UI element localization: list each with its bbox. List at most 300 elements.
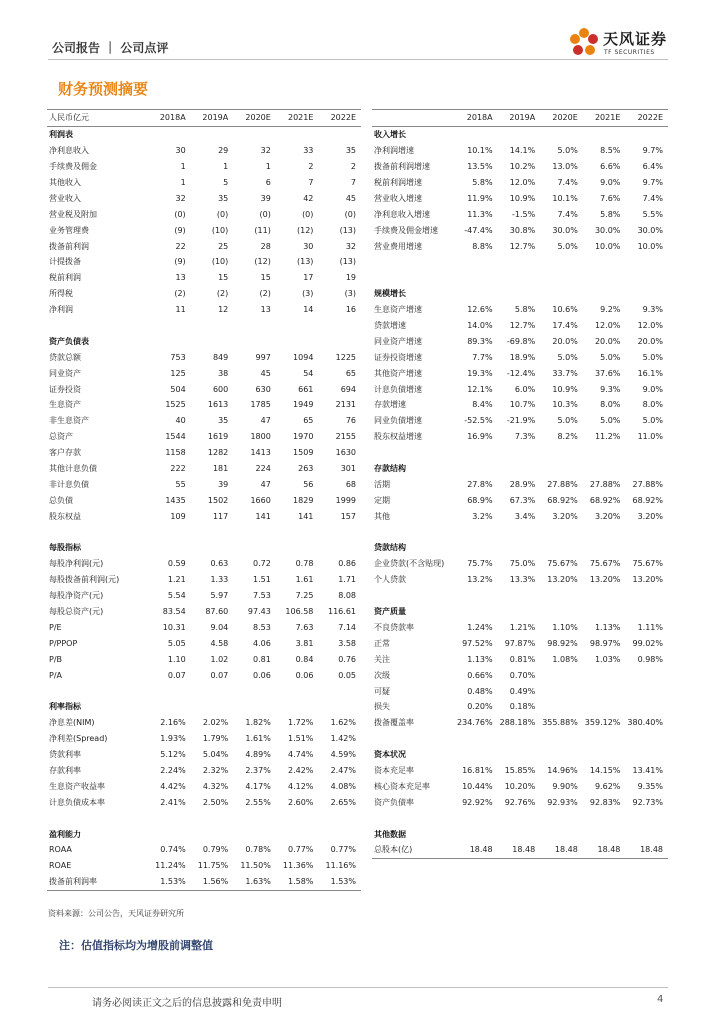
row-label: 不良贷款率 xyxy=(374,622,414,632)
value-cell: 18.48 xyxy=(540,842,583,858)
value-cell: 10.3% xyxy=(552,400,578,410)
row-label: 资产负债表 xyxy=(49,336,89,346)
value-cell: 1.51 xyxy=(253,575,271,585)
value-cell: 9.62% xyxy=(594,781,621,791)
table-row xyxy=(47,159,361,175)
value-cell: 32 xyxy=(345,241,356,251)
header-year-cell: 2022E xyxy=(318,110,361,127)
value-cell: 42 xyxy=(303,193,314,203)
row-label: 总股本(亿) xyxy=(372,842,455,858)
value-cell: 1435 xyxy=(165,495,186,505)
value-cell xyxy=(455,810,498,826)
value-cell: 0.76 xyxy=(338,654,356,664)
value-cell: 1.63% xyxy=(233,874,276,890)
table-row xyxy=(47,318,361,334)
value-cell: 10.2% xyxy=(509,162,536,172)
value-cell: 2.16% xyxy=(160,718,186,728)
value-cell xyxy=(583,524,626,540)
row-label: 生息资产收益率 xyxy=(49,781,105,791)
value-cell: 2.50% xyxy=(202,797,229,807)
table-row xyxy=(372,270,668,286)
value-cell: -12.4% xyxy=(506,368,536,378)
table-row xyxy=(372,349,668,365)
value-cell xyxy=(318,683,361,699)
value-cell xyxy=(233,126,276,142)
value-cell: 116.61 xyxy=(328,607,356,617)
value-cell xyxy=(498,540,541,556)
value-cell: 301 xyxy=(340,464,356,474)
value-cell: 16.1% xyxy=(637,368,663,378)
row-label: P/E xyxy=(49,622,62,632)
table-row xyxy=(372,413,668,429)
value-cell: 4.17% xyxy=(245,781,271,791)
table-row xyxy=(47,524,361,540)
value-cell: 12.7% xyxy=(509,321,536,331)
value-cell: 5.0% xyxy=(600,352,621,362)
table-row xyxy=(372,381,668,397)
value-cell: 1613 xyxy=(207,400,229,410)
value-cell: -47.4% xyxy=(464,225,493,235)
value-cell xyxy=(276,126,319,142)
value-cell: -69.8% xyxy=(506,336,536,346)
value-cell: 47 xyxy=(260,416,271,426)
row-label: 拨备前利润增速 xyxy=(374,162,430,172)
value-cell xyxy=(276,524,319,540)
value-cell: 67.3% xyxy=(509,495,536,505)
value-cell: 1.03% xyxy=(594,654,621,664)
value-cell: 1094 xyxy=(293,352,314,362)
table-row xyxy=(47,445,361,461)
value-cell: 10.0% xyxy=(637,241,663,251)
value-cell xyxy=(148,540,191,556)
value-cell: 5.8% xyxy=(514,305,536,315)
row-label: 活期 xyxy=(374,479,390,489)
value-cell: 10.0% xyxy=(594,241,621,251)
table-row xyxy=(372,715,668,731)
row-label: 净息差(NIM) xyxy=(49,718,95,728)
table-row xyxy=(47,794,361,810)
value-cell xyxy=(318,318,361,334)
table-row xyxy=(372,429,668,445)
table-row xyxy=(47,651,361,667)
row-label: 生息资产 xyxy=(49,400,81,410)
value-cell: 0.49% xyxy=(509,686,536,696)
value-cell: 5.97 xyxy=(210,591,229,601)
value-cell: 92.92% xyxy=(462,797,493,807)
row-label xyxy=(47,683,148,699)
page-number: 4 xyxy=(657,994,664,1005)
value-cell xyxy=(191,540,234,556)
row-label: 营业费用增速 xyxy=(374,241,422,251)
section-header-row xyxy=(372,126,668,142)
row-label: 其他 xyxy=(374,511,390,521)
value-cell: 0.74% xyxy=(160,845,186,855)
row-label: 个人贷款 xyxy=(374,575,406,585)
row-label: 营业收入 xyxy=(49,193,81,203)
row-label: 存款增速 xyxy=(374,400,406,410)
section-header-row xyxy=(47,126,361,142)
table-row xyxy=(372,588,668,604)
value-cell xyxy=(276,333,319,349)
header-year-cell: 2020E xyxy=(540,110,583,127)
company-logo xyxy=(567,25,677,59)
value-cell xyxy=(148,683,191,699)
value-cell: 0.78 xyxy=(295,559,314,569)
disclaimer-footer: 请务必阅读正文之后的信息披露和免责申明 xyxy=(92,998,282,1009)
value-cell xyxy=(455,270,498,286)
value-cell xyxy=(540,826,583,842)
row-label: 税前利润增速 xyxy=(374,178,422,187)
value-cell xyxy=(233,524,276,540)
value-cell: (10) xyxy=(211,257,229,267)
row-label: 净利润增速 xyxy=(374,146,414,156)
value-cell xyxy=(583,810,626,826)
value-cell xyxy=(498,461,541,477)
value-cell xyxy=(498,445,541,461)
value-cell: 11.9% xyxy=(467,193,493,203)
value-cell: 5.04% xyxy=(202,750,229,760)
value-cell: (0) xyxy=(259,209,271,219)
table-row xyxy=(47,476,361,492)
value-cell: 0.72 xyxy=(253,559,271,569)
logo-name-cn: 天风证券 xyxy=(603,30,668,48)
row-label: 贷款利率 xyxy=(49,750,81,760)
value-cell xyxy=(583,270,626,286)
value-cell: 65 xyxy=(303,416,314,426)
value-cell: 8.2% xyxy=(557,432,578,442)
value-cell xyxy=(498,604,541,620)
value-cell: 16 xyxy=(345,305,356,315)
value-cell: 3.2% xyxy=(472,511,493,521)
value-cell: 10.1% xyxy=(467,146,493,156)
section-header-row xyxy=(47,540,361,556)
table-row xyxy=(372,445,668,461)
value-cell xyxy=(318,826,361,842)
table-row xyxy=(47,349,361,365)
row-label: 计提拨备 xyxy=(49,257,81,267)
value-cell: 97.87% xyxy=(504,638,536,648)
value-cell: 68.92% xyxy=(547,495,578,505)
value-cell: 14.96% xyxy=(547,765,578,775)
value-cell: 4.06 xyxy=(253,638,271,648)
row-label: 所得税 xyxy=(49,289,73,299)
value-cell: 5.54 xyxy=(167,591,186,601)
table-row xyxy=(372,667,668,683)
value-cell xyxy=(455,826,498,842)
value-cell: 12 xyxy=(218,305,229,315)
value-cell: 4.12% xyxy=(287,781,314,791)
value-cell: (13) xyxy=(339,225,356,235)
table-row xyxy=(372,794,668,810)
table-row xyxy=(47,397,361,413)
value-cell: 22 xyxy=(175,241,186,251)
value-cell: 1829 xyxy=(293,495,314,505)
value-cell: 4.74% xyxy=(287,750,314,760)
row-label: 股东权益增速 xyxy=(374,432,422,442)
value-cell: 849 xyxy=(212,352,229,362)
value-cell: 75.67% xyxy=(632,559,663,569)
value-cell: 9.0% xyxy=(642,384,663,394)
row-label: 收入增长 xyxy=(374,130,406,140)
value-cell: 1225 xyxy=(335,352,356,362)
table-row xyxy=(47,715,361,731)
table-row xyxy=(47,747,361,763)
value-cell: 1413 xyxy=(250,448,271,458)
value-cell xyxy=(625,747,668,763)
value-cell: 37.6% xyxy=(594,368,621,378)
value-cell xyxy=(625,461,668,477)
value-cell: 18.48 xyxy=(455,842,498,858)
value-cell: 38 xyxy=(218,368,229,378)
value-cell: 0.63 xyxy=(210,559,229,569)
value-cell: 0.66% xyxy=(467,670,493,680)
value-cell: 1.93% xyxy=(160,734,186,744)
value-cell xyxy=(191,826,234,842)
value-cell: 55 xyxy=(175,479,186,489)
value-cell: 141 xyxy=(255,511,271,521)
value-cell xyxy=(455,445,498,461)
row-label: 证券投资 xyxy=(49,384,81,394)
row-label: ROAE xyxy=(49,861,72,871)
table-row xyxy=(372,318,668,334)
value-cell: 1.72% xyxy=(287,718,314,728)
value-cell xyxy=(455,747,498,763)
value-cell: 1.42% xyxy=(330,734,356,744)
row-label: P/B xyxy=(49,654,63,664)
table-row xyxy=(372,175,668,191)
value-cell: 1158 xyxy=(165,448,186,458)
value-cell: 9.3% xyxy=(600,384,621,394)
value-cell: 1970 xyxy=(293,432,314,442)
value-cell: 7.4% xyxy=(557,178,578,187)
value-cell: 117 xyxy=(212,511,229,521)
value-cell: 9.35% xyxy=(637,781,663,791)
value-cell xyxy=(540,683,583,699)
value-cell xyxy=(583,683,626,699)
value-cell: 4.59% xyxy=(330,750,356,760)
table-row xyxy=(47,286,361,302)
value-cell xyxy=(191,318,234,334)
value-cell: 33 xyxy=(303,146,314,156)
value-cell xyxy=(583,699,626,715)
value-cell xyxy=(625,286,668,302)
table-row xyxy=(47,508,361,524)
value-cell: 14 xyxy=(303,305,314,315)
value-cell: 7.14 xyxy=(338,622,356,632)
value-cell: 15.85% xyxy=(504,765,536,775)
row-label: 存款利率 xyxy=(49,765,81,775)
value-cell: 0.06 xyxy=(295,670,314,680)
row-label: 业务管理费 xyxy=(49,225,89,235)
row-label: 净利息收入 xyxy=(49,146,89,156)
value-cell: 27.8% xyxy=(467,479,493,489)
value-cell: (2) xyxy=(259,289,271,299)
value-cell: (0) xyxy=(216,209,229,219)
value-cell: 181 xyxy=(212,464,229,474)
value-cell: 3.20% xyxy=(594,511,621,521)
row-label: 可疑 xyxy=(374,686,390,696)
row-label xyxy=(372,254,455,270)
value-cell: 1544 xyxy=(165,432,186,442)
value-cell: 600 xyxy=(212,384,229,394)
value-cell xyxy=(625,731,668,747)
value-cell: 32 xyxy=(260,146,271,156)
header-year-cell: 2022E xyxy=(625,110,668,127)
row-label xyxy=(372,270,455,286)
value-cell: 9.0% xyxy=(600,178,621,187)
value-cell: 1.13% xyxy=(594,622,621,632)
value-cell: (12) xyxy=(296,225,314,235)
value-cell: 68.9% xyxy=(467,495,493,505)
value-cell xyxy=(276,699,319,715)
table-row xyxy=(47,683,361,699)
value-cell xyxy=(498,826,541,842)
value-cell: 1.24% xyxy=(467,622,493,632)
table-header-row xyxy=(47,110,361,127)
value-cell: 5.8% xyxy=(472,178,493,187)
table-row xyxy=(372,763,668,779)
value-cell: 3.20% xyxy=(637,511,663,521)
value-cell: 1630 xyxy=(335,448,356,458)
value-cell xyxy=(583,254,626,270)
value-cell: 76 xyxy=(345,416,356,426)
value-cell: 13.20% xyxy=(589,575,621,585)
row-label: 盈利能力 xyxy=(49,829,81,839)
value-cell: 0.78% xyxy=(245,845,271,855)
logo-flower-icon xyxy=(567,25,601,59)
table-row xyxy=(47,667,361,683)
table-row xyxy=(372,524,668,540)
value-cell xyxy=(540,254,583,270)
value-cell: 2.65% xyxy=(330,797,356,807)
value-cell: (9) xyxy=(174,257,186,267)
value-cell: 5.12% xyxy=(160,750,186,760)
value-cell: 10.9% xyxy=(552,384,578,394)
value-cell: 29 xyxy=(218,146,229,156)
header-year-cell: 2021E xyxy=(583,110,626,127)
table-row xyxy=(47,635,361,651)
value-cell: 5 xyxy=(223,178,229,187)
value-cell: 1949 xyxy=(293,400,314,410)
value-cell xyxy=(318,810,361,826)
table-row xyxy=(372,397,668,413)
value-cell xyxy=(583,588,626,604)
value-cell xyxy=(498,731,541,747)
table-row xyxy=(47,588,361,604)
section-title: 财务预测摘要 xyxy=(58,80,149,98)
value-cell: -21.9% xyxy=(506,416,536,426)
value-cell: 5.0% xyxy=(642,352,663,362)
value-cell: 8.0% xyxy=(642,400,663,410)
row-label: 营业收入增速 xyxy=(374,193,422,203)
value-cell: 2.32% xyxy=(202,765,229,775)
value-cell: 17 xyxy=(303,273,314,283)
value-cell: 35 xyxy=(345,146,356,156)
value-cell: 9.90% xyxy=(552,781,578,791)
value-cell: 75.0% xyxy=(509,559,536,569)
value-cell: 5.8% xyxy=(600,209,621,219)
value-cell: 45 xyxy=(260,368,271,378)
value-cell xyxy=(233,333,276,349)
row-label: 损失 xyxy=(374,702,390,712)
row-label xyxy=(372,588,455,604)
row-label: 利率指标 xyxy=(49,702,81,712)
value-cell: 13 xyxy=(260,305,271,315)
value-cell: 1.21 xyxy=(167,575,186,585)
value-cell: 10.44% xyxy=(462,781,493,791)
value-cell: 1.53% xyxy=(318,874,361,890)
row-label: 定期 xyxy=(374,495,390,505)
value-cell: 35 xyxy=(218,416,229,426)
value-cell: 11.50% xyxy=(240,861,271,871)
value-cell: -52.5% xyxy=(464,416,493,426)
value-cell: 10.7% xyxy=(509,400,536,410)
value-cell: 13.0% xyxy=(552,162,578,172)
value-cell xyxy=(583,731,626,747)
row-label: 资产质量 xyxy=(374,607,406,617)
logo-name-en: TF SECURITIES xyxy=(604,49,655,56)
value-cell: 3.20% xyxy=(552,511,578,521)
row-label: 每股指标 xyxy=(49,543,81,553)
value-cell: 99.02% xyxy=(632,638,663,648)
value-cell: 157 xyxy=(340,511,356,521)
value-cell: 0.81 xyxy=(253,654,271,664)
value-cell: 1 xyxy=(223,162,229,172)
row-label: 股东权益 xyxy=(49,511,81,521)
value-cell: 0.06 xyxy=(253,670,271,680)
value-cell: 30.0% xyxy=(594,225,621,235)
value-cell: 6.6% xyxy=(600,162,621,172)
row-label: 客户存款 xyxy=(49,448,81,458)
data-source: 资料来源：公司公告，天风证券研究所 xyxy=(48,909,184,918)
value-cell: 380.40% xyxy=(627,718,663,728)
value-cell xyxy=(625,524,668,540)
section-header-row xyxy=(372,826,668,842)
value-cell: 10.9% xyxy=(509,193,536,203)
value-cell xyxy=(583,461,626,477)
row-label xyxy=(47,524,148,540)
value-cell: 234.76% xyxy=(457,718,493,728)
value-cell: 39 xyxy=(260,193,271,203)
value-cell: 18.48 xyxy=(625,842,668,858)
value-cell: 1.61% xyxy=(245,734,271,744)
value-cell xyxy=(148,826,191,842)
value-cell: 92.76% xyxy=(504,797,536,807)
value-cell: 75.67% xyxy=(589,559,621,569)
value-cell: 8.4% xyxy=(472,400,493,410)
value-cell xyxy=(276,318,319,334)
value-cell: 39 xyxy=(218,479,229,489)
value-cell xyxy=(233,683,276,699)
value-cell: 7.7% xyxy=(472,352,493,362)
row-label: 计息负债成本率 xyxy=(49,797,105,807)
value-cell: 18.48 xyxy=(583,842,626,858)
row-label: 其他收入 xyxy=(49,178,81,187)
value-cell: 68.92% xyxy=(632,495,663,505)
value-cell: 1999 xyxy=(335,495,356,505)
value-cell: 3.4% xyxy=(514,511,536,521)
value-cell: 1.33 xyxy=(210,575,229,585)
value-cell xyxy=(540,810,583,826)
value-cell: 2 xyxy=(308,162,314,172)
value-cell xyxy=(625,270,668,286)
row-label: 每股净资产(元) xyxy=(49,591,104,601)
value-cell: 8.53 xyxy=(253,622,271,632)
value-cell: 83.54 xyxy=(162,607,186,617)
value-cell xyxy=(191,524,234,540)
value-cell: 7.6% xyxy=(600,193,621,203)
value-cell: (2) xyxy=(174,289,186,299)
